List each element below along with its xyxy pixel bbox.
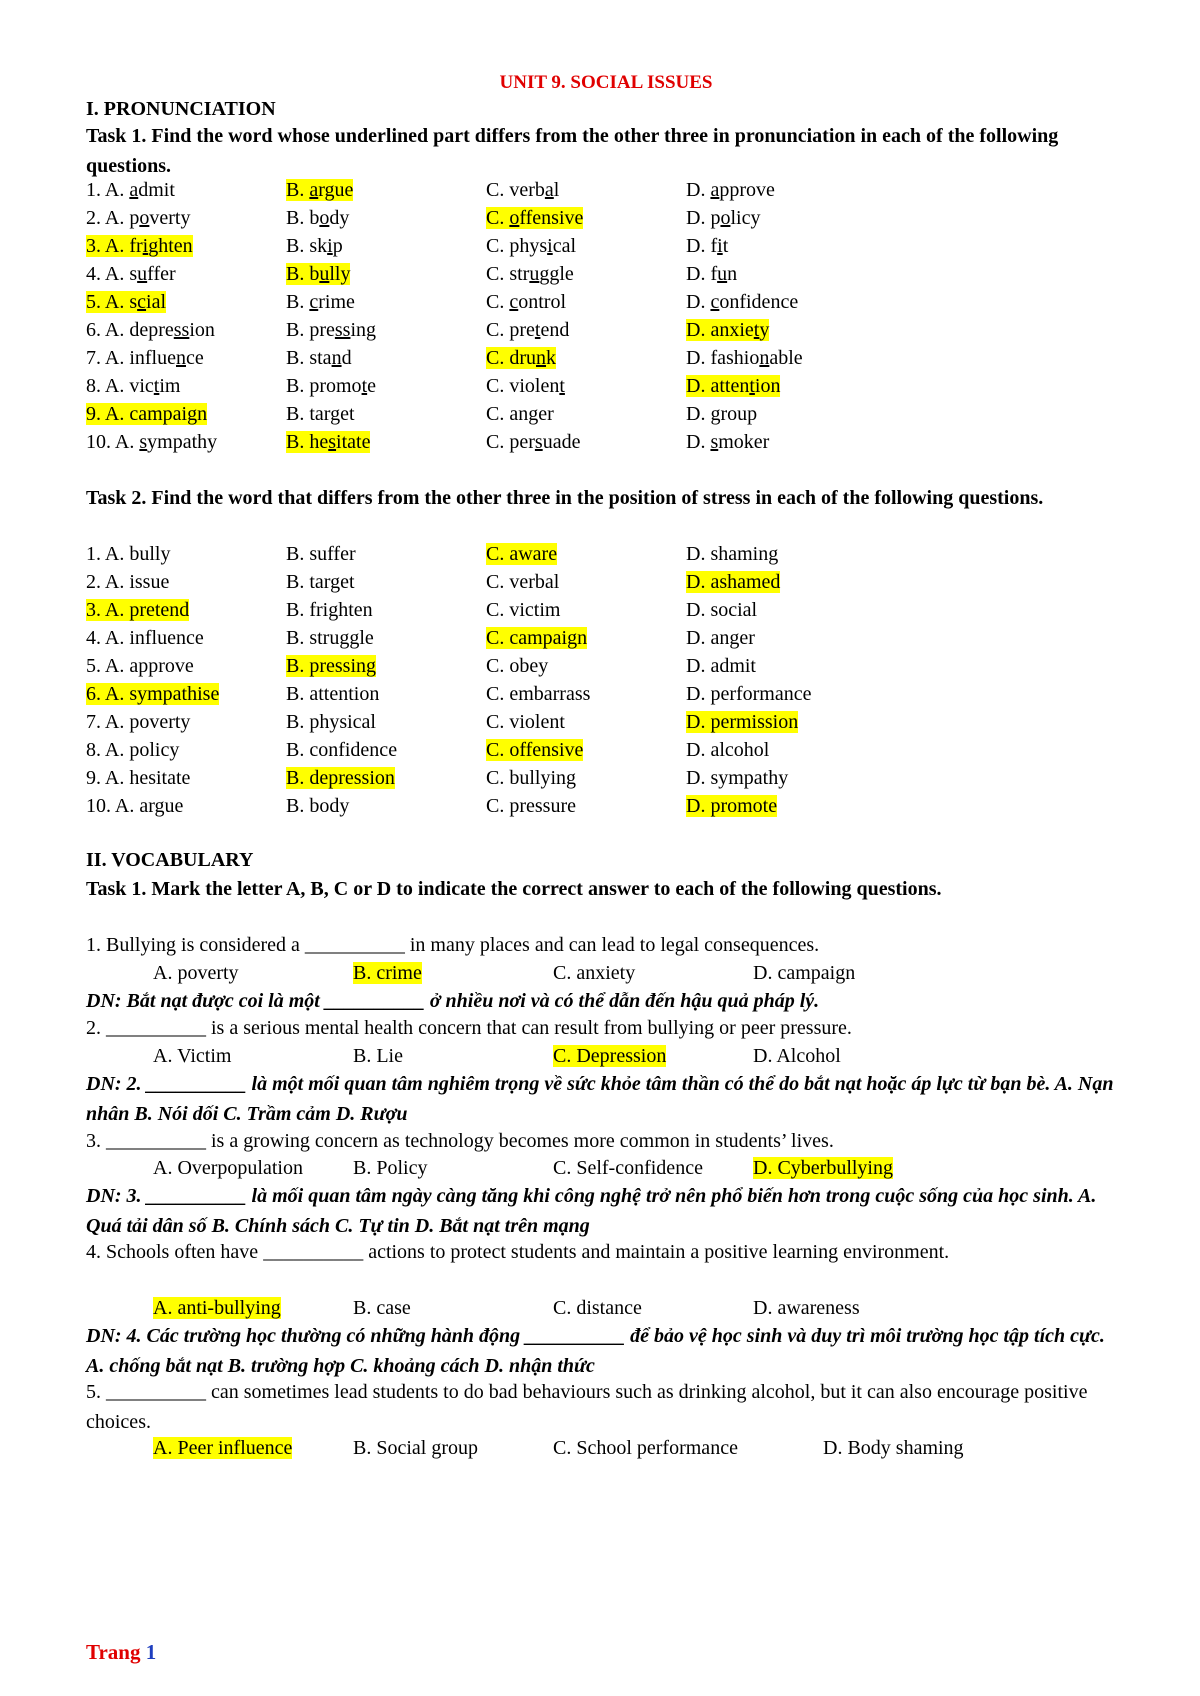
vocab-option: D. campaign [753, 962, 856, 984]
task2-option: C. violent [486, 711, 565, 733]
task2-option: 2. A. issue [86, 571, 170, 593]
task1-option: D. policy [686, 207, 761, 229]
task1-option: C. control [486, 291, 567, 313]
vocab-translation-2: DN: 2. __________ là một mối quan tâm nghiêm trọng về sức khỏe tâm thần có thể do bắt nạt hoặc áp lực từ bạn bè. A. Nạn nhân B. Nói dối C. Trầm cảm D. Rượu [86, 1073, 1114, 1125]
task1-option: B. hesitate [286, 431, 371, 453]
task1-option: 4. A. suffer [86, 263, 176, 285]
task1-option: B. body [286, 207, 350, 229]
vocab-option: C. anxiety [553, 962, 636, 984]
vocab-option: C. Self-confidence [553, 1157, 703, 1179]
task2-option: B. attention [286, 683, 380, 705]
task2-option: D. ashamed [686, 571, 781, 593]
page-footer [86, 1640, 156, 1665]
task2-option: 10. A. argue [86, 795, 184, 817]
task2-option: D. promote [686, 795, 778, 817]
task2-option: D. permission [686, 711, 799, 733]
task2-option: B. target [286, 571, 355, 593]
task1-option: 2. A. poverty [86, 207, 191, 229]
task2-option: D. shaming [686, 543, 779, 565]
task2-option: B. struggle [286, 627, 374, 649]
vocab-option: D. awareness [753, 1297, 860, 1319]
footer-page-word: Trang [86, 1640, 141, 1664]
task2-option: D. anger [686, 627, 755, 649]
task1-option: D. fun [686, 263, 738, 285]
task1-option: 9. A. campaign [86, 403, 208, 425]
task2-option: C. pressure [486, 795, 576, 817]
task2-option: D. performance [686, 683, 812, 705]
task1-option: 3. A. frighten [86, 235, 193, 257]
task1-option: 5. A. scial [86, 291, 167, 313]
task1-option: C. drunk [486, 347, 557, 369]
vocab-translation-1: DN: Bắt nạt được coi là một __________ ở nhiều nơi và có thể dẫn đến hậu quả pháp lý. [86, 990, 820, 1012]
task1-option: D. fashionable [686, 347, 803, 369]
vocab-option: A. poverty [153, 962, 239, 984]
task1-option: C. struggle [486, 263, 574, 285]
task1-option: D. group [686, 403, 758, 425]
vocab-translation-4: DN: 4. Các trường học thường có những hành động __________ để bảo vệ học sinh và duy trì môi trường học tập tích cực. A. chống bắt nạt B. trường hợp C. khoảng cách D. nhận thức [86, 1325, 1105, 1377]
task2-option: B. frighten [286, 599, 373, 621]
task2-option: D. sympathy [686, 767, 789, 789]
vocab-option: A. Victim [153, 1045, 232, 1067]
task1-option: D. smoker [686, 431, 770, 453]
vocab-option: B. Lie [353, 1045, 403, 1067]
task1-option: C. persuade [486, 431, 581, 453]
vocab-option: D. Cyberbullying [753, 1157, 893, 1179]
task1-option: C. anger [486, 403, 554, 425]
task2-option: B. suffer [286, 543, 356, 565]
task2-option: C. victim [486, 599, 561, 621]
task1-option: C. offensive [486, 207, 584, 229]
task1-option: 10. A. sympathy [86, 431, 218, 453]
task1-option: C. physical [486, 235, 577, 257]
task2-option: B. confidence [286, 739, 398, 761]
task2-option: 5. A. approve [86, 655, 194, 677]
vocab-option: A. Peer influence [153, 1437, 293, 1459]
vocab-question-5: 5. __________ can sometimes lead students to do bad behaviours such as drinking alcohol, but it can also encourage positive choices. [86, 1381, 1088, 1433]
vocab-question-4: 4. Schools often have __________ actions to protect students and maintain a positive learning environment. [86, 1241, 950, 1263]
task2-option: B. physical [286, 711, 376, 733]
vocab-option: A. anti-bullying [153, 1297, 281, 1319]
task2-option: D. alcohol [686, 739, 770, 761]
task1-option: C. pretend [486, 319, 570, 341]
task1-option: B. target [286, 403, 355, 425]
vocab-translation-3: DN: 3. __________ là mối quan tâm ngày càng tăng khi công nghệ trở nên phổ biến hơn trong cuộc sống của học sinh. A. Quá tải dân số B. Chính sách C. Tự tin D. Bắt nạt trên mạng [86, 1185, 1097, 1237]
task1-option: B. bully [286, 263, 351, 285]
vocab-option: A. Overpopulation [153, 1157, 303, 1179]
section-pronunciation: I. PRONUNCIATION [86, 98, 276, 120]
vocab-option: C. School performance [553, 1437, 738, 1459]
task2-option: 4. A. influence [86, 627, 204, 649]
task1-instruction: Task 1. Find the word whose underlined part differs from the other three in pronunciation in each of the following questions. [86, 125, 1059, 177]
page-title: UNIT 9. SOCIAL ISSUES [499, 72, 713, 93]
task1-option: 1. A. admit [86, 179, 175, 201]
task1-option: D. approve [686, 179, 775, 201]
task2-option: 7. A. poverty [86, 711, 191, 733]
task1-option: B. crime [286, 291, 355, 313]
task1-option: D. fit [686, 235, 729, 257]
task2-option: 3. A. pretend [86, 599, 190, 621]
task2-option: D. admit [686, 655, 756, 677]
task1-option: D. anxiety [686, 319, 770, 341]
task2-option: B. depression [286, 767, 395, 789]
vocab-option: B. Social group [353, 1437, 478, 1459]
vocab-option: C. Depression [553, 1045, 667, 1067]
vocab-question-2: 2. __________ is a serious mental health concern that can result from bullying or peer pressure. [86, 1017, 852, 1039]
task2-option: 9. A. hesitate [86, 767, 191, 789]
task2-option: D. social [686, 599, 758, 621]
task1-option: C. verbal [486, 179, 560, 201]
task2-instruction: Task 2. Find the word that differs from the other three in the position of stress in each of the following questions. [86, 487, 1044, 509]
vocab-option: B. case [353, 1297, 411, 1319]
task2-option: C. campaign [486, 627, 588, 649]
task1-option: 8. A. victim [86, 375, 181, 397]
vocab-option: D. Alcohol [753, 1045, 841, 1067]
task1-option: 7. A. influence [86, 347, 204, 369]
task1-option: C. violent [486, 375, 565, 397]
task2-option: B. body [286, 795, 350, 817]
task1-option: D. attention [686, 375, 781, 397]
task1-option: B. stand [286, 347, 352, 369]
vocab-option: B. crime [353, 962, 422, 984]
vocab-option: C. distance [553, 1297, 642, 1319]
task2-option: C. offensive [486, 739, 584, 761]
task1-option: B. argue [286, 179, 354, 201]
task2-option: B. pressing [286, 655, 376, 677]
task2-option: C. verbal [486, 571, 560, 593]
section-vocabulary: II. VOCABULARY [86, 849, 254, 871]
document-page [86, 0, 1126, 1696]
task1-option: D. confidence [686, 291, 799, 313]
vocab-option: D. Body shaming [823, 1437, 964, 1459]
vocab-instruction: Task 1. Mark the letter A, B, C or D to indicate the correct answer to each of the following questions. [86, 878, 942, 900]
task1-option: 6. A. depression [86, 319, 215, 341]
task1-option: B. promote [286, 375, 377, 397]
vocab-question-1: 1. Bullying is considered a __________ in many places and can lead to legal consequences. [86, 934, 820, 956]
task2-option: C. bullying [486, 767, 577, 789]
task2-option: 8. A. policy [86, 739, 180, 761]
vocab-option: B. Policy [353, 1157, 428, 1179]
task2-option: C. obey [486, 655, 549, 677]
task1-option: B. skip [286, 235, 343, 257]
task2-option: C. aware [486, 543, 558, 565]
vocab-question-3: 3. __________ is a growing concern as technology becomes more common in students’ lives. [86, 1130, 834, 1152]
task2-option: C. embarrass [486, 683, 591, 705]
task1-option: B. pressing [286, 319, 377, 341]
footer-page-number: 1 [145, 1640, 157, 1664]
task2-option: 6. A. sympathise [86, 683, 220, 705]
task2-option: 1. A. bully [86, 543, 171, 565]
